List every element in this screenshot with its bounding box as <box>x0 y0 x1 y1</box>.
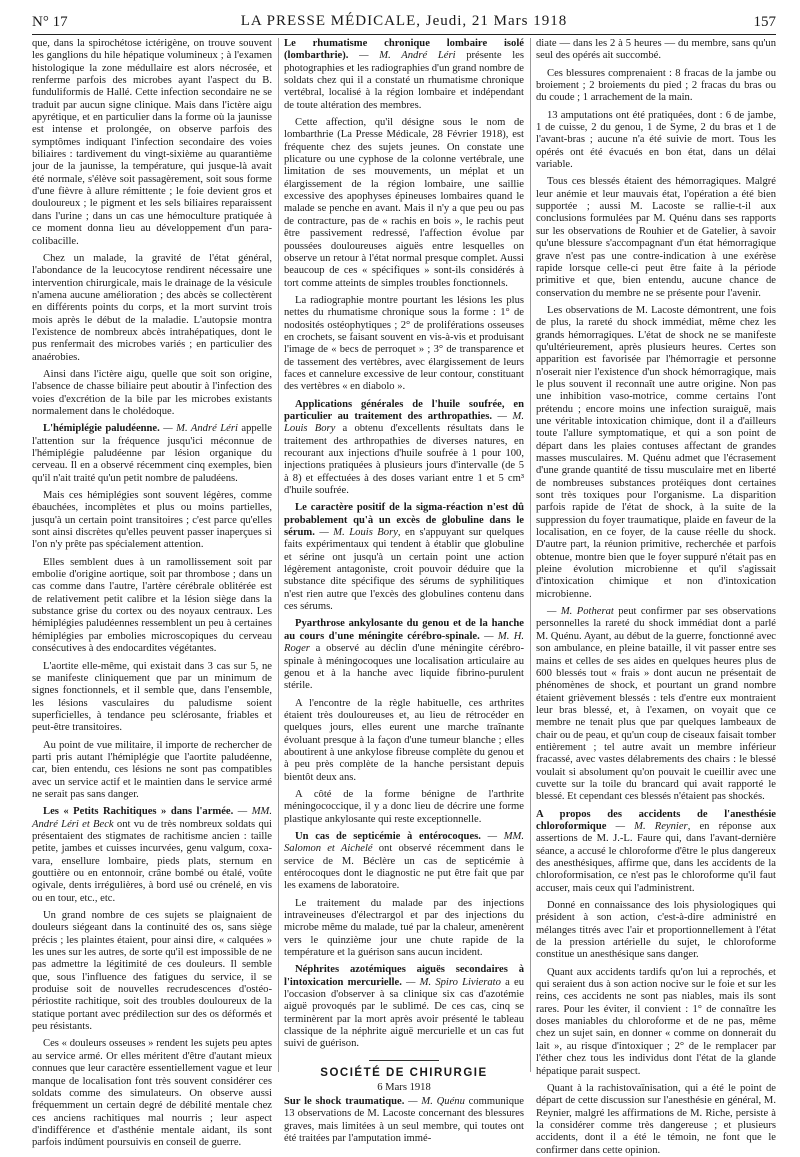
paragraph <box>284 399 524 498</box>
journal-title: LA PRESSE MÉDICALE, Jeudi, 21 Mars 1918 <box>240 13 568 29</box>
paragraph <box>284 831 524 893</box>
paragraph-text: Tous ces blessés étaient des hémorragiques. Malgré leur anémie et leur mauvais état, l'opération a été bien supportée ; aussi M. Lacoste se rallie-t-il aux conclusions formulées par M. Quénu dans ses rapports sur les observations de Rouhier et de Gatelier, à savoir qu'une blessure s'accompagnant d'un état hémorragique grave n'est pas une contre-indication à une exérèse rapide lorsque celle-ci peut être faite à la période primitive et que, bien entendu, aucune chance de conservation du membre ne se présente pour l'avenir. <box>536 176 776 299</box>
paragraph <box>32 38 272 248</box>
column-divider <box>530 38 531 1072</box>
paragraph <box>536 900 776 962</box>
paragraph-text: ont vu de très nombreux soldats qui présentaient des stigmates de rachitisme ancien : taille petite, jambes et cuisses incurvées, genu valgum, coxa-vara, ensellure lombaire, pieds plats, sternum en gouttière ou en entonnoir, crâne bombé ou étalé, voûte ogivale, dents irrégulières, à bord usé ou crénelé, en vis ou en tour, etc., etc. <box>32 818 272 904</box>
paragraph-text: appelle l'attention sur la fréquence jusqu'ici méconnue de l'hémiplégie paludéenne par lésion organique du cerveau. Il en a observé récemment cinq exemples, bien qu'il n'ait traité qu'un petit nombre de paludéens. <box>32 423 272 484</box>
paragraph <box>32 253 272 364</box>
column-left <box>32 38 273 1149</box>
paragraph-text: La radiographie montre pourtant les lésions les plus nettes du rhumatisme chronique sous la forme : 1° de nodosités ostéophytiques ; 2° de proliférations osseuses en crochets, se faisant souvent en vis-à-vis et produisant l'image de « becs de perroquet » ; 3° de transparence et de tassement des vertèbres, avec élargissement de leurs faces et cannelure excessive de leur contour, constituant des vertèbres « en diabolo ». <box>284 294 524 393</box>
paragraph <box>284 502 524 613</box>
paragraph <box>32 490 272 552</box>
article-author: — MM. Salomon et Aichelé <box>284 830 525 855</box>
column-middle <box>284 38 525 1144</box>
paragraph-text: peut confirmer par ses observations personnelles la rareté du shock immédiat dont a parlé M. Quénu. Ayant, au début de la guerre, fonctionné avec son ambulance, en pleine bataille, il vit passer entre ses mains et celles de ses aides en quelques heures plus de 600 blessés tout « frais » dont aucun ne présentait de phénomènes de shock, et pourtant un grand nombre étaient grièvement blessés : tels d'entre eux montraient leur bras blessé, et, à l'examen, on voyait que ce membre ne tenait plus que par quelques lambeaux de chair ou de peau, et qu'un coup de ciseaux faisait tomber entièrement ; tel autre avait un membre inférieur fracassé, avec vastes délabrements des chairs : le blessé voulait si absolument qu'on pouvait le cueillir avec une cuvette sur la toile du brancard qui avait rapporté le blessé. Et cependant ces blessés n'étaient pas shockés. <box>536 606 776 803</box>
article-author: — M. André Léri <box>348 50 456 62</box>
paragraph <box>536 809 776 895</box>
page-number: 157 <box>753 14 776 30</box>
paragraph <box>284 1096 524 1145</box>
article-title: Applications générales de l'huile soufrée, en particulier au traitement des arthropathies. <box>284 398 524 422</box>
paragraph <box>284 698 524 784</box>
paragraph <box>32 910 272 1033</box>
paragraph-text: , en réponse aux assertions de M. J.-L. Faure qui, dans l'avant-dernière séance, a accusé le chloroforme d'être le plus dangereux des anesthésiques, affirme que, dans les accidents de la chloroformisation, ce n'est pas le chloroforme qu'il faut accuser, mais ceux qui l'administrent. <box>536 820 776 894</box>
article-title: Néphrites azotémiques aiguës secondaires à l'intoxication mercurielle. <box>284 964 524 988</box>
paragraph-text: Un grand nombre de ces sujets se plaignaient de douleurs siégeant dans la continuité des os, sans siège précis ; les plaintes étaient, pour ainsi dire, « calquées » les unes sur les autres, de sorte qu'il est impossible de ne pas admettre la légitimité de ces douleurs. Il semble que, sous l'influence des fatigues du service, il se produise soit de nouvelles recrudescences d'ostéo-périostite rachitique, soit des troubles douloureux de la statique portant avec prédilection sur des os déformés et peu résistants. <box>32 910 272 1033</box>
paragraph-text: a observé au déclin d'une méningite cérébro-spinale à méningocoques une localisation articulaire au genou et à la hanche avec liquide fibrino-purulent stérile. <box>284 643 524 692</box>
paragraph-text: que, dans la spirochétose ictérigène, on trouve souvent les ganglions du hile hépatique volumineux ; à l'examen histologique la zone médullaire est alors nécrosée, et renferme parfois des microbes ayant l'aspect du B. funduliformis de Hallé. Cette infection secondaire ne se traduit par aucun signe clinique. Mais dans l'ictère aigu apyrétique, et en particulier dans la forme où la jaunisse est intense et prolongée, on observe parfois des symptômes indiquant l'infection secondaire des voies biliaires : tardivement du vingt-sixième au quarantième jour de la jaunisse, la température, qui jusque-là avait été normale, s'élève soit passagèrement, soit sous forme d'une fièvre à allure rémittente ; le foie devient gros et douloureux ; le pigment et les sels biliaires reparaissent dans l'urine ; dans un cas une hémoculture pratiquée à ce moment donna lieu au développement d'un para-colibacille. <box>32 38 272 247</box>
paragraph-text: a eu l'occasion d'observer à sa clinique six cas d'azotémie aiguë provoqués par le sublimé. De ces cas, cinq se terminèrent par la mort après avoir présenté le tableau classique de la néphrite aiguë mercurielle et un cas fut suivi de guérison. <box>284 976 525 1050</box>
paragraph <box>284 117 524 290</box>
article-author: — MM. André Léri et Beck <box>32 806 273 830</box>
paragraph <box>536 68 776 105</box>
article-title: Un cas de septicémie à entérocoques. <box>295 830 481 842</box>
paragraph <box>32 369 272 418</box>
paragraph <box>32 661 272 735</box>
paragraph-text: Les observations de M. Lacoste démontrent, une fois de plus, la rareté du shock immédiat, même chez les grands hémorragiques. L'état de shock ne se manifeste qu'ultérieurement, après plusieurs heures. Certes son apparition est favorisée par l'hémorragie et personne n'oserait nier l'existence d'un shock hémorragique, mais le plus souvent il reconnaît une autre origine. Non pas une inhibition vaso-motrice, comme certains l'ont prétendu ; encore moins une infection suraiguë, mais une véritable intoxication chimique, dont il a d'ailleurs toute l'allure symptomatique, et qui a son point de départ dans les plaies contuses affectant de grandes masses musculaires. M. Quénu admet que l'écrasement d'une grande quantité de tissu musculaire met en liberté de nombreuses substances protéiques dont certaines sont très toxiques pour l'organisme. La disparition parfois rapide de l'état de shock, à la suite de la suppression du foyer traumatique, plaide en faveur de la localisation, en ce foyer, de la cause réelle du shock. D'autre part, la réunion primitive, recherchée et parfois obtenue, montre bien que le foyer suppuré n'était pas en pleine évolution microbienne et qu'il s'agissait d'intoxication chimique et non d'intoxication microbienne. <box>536 304 776 600</box>
page-header <box>32 10 776 35</box>
column-right <box>536 38 776 1156</box>
paragraph-text: 13 amputations ont été pratiquées, dont : 6 de jambe, 1 de cuisse, 2 du genou, 1 de Syme, 2 du bras et 1 de l'avant-bras ; aucune n'a été suivie de mort. Tous les opérés ont été évacués en bon état, dans un délai variable. <box>536 109 776 171</box>
paragraph-text: Donné en connaissance des lois physiologiques qui président à son action, c'est-à-dire administré en mélanges titrés avec l'air et proportionnellement à l'état de la pression artérielle du sujet, le chloroforme constitue un anesthésique sans danger. <box>536 900 776 961</box>
paragraph <box>284 964 524 1050</box>
paragraph-text: Quant à la rachistovaïnisation, qui a été le point de départ de cette discussion sur l'anesthésie en général, M. Reynier, malgré les affirmations de M. Riche, persiste à la considérer comme très dangereuse ; et plusieurs accidents, dont il a été le témoin, ne font que le confirmer dans cette opinion. <box>536 1082 776 1156</box>
paragraph <box>32 557 272 656</box>
paragraph <box>32 423 272 485</box>
paragraph <box>536 176 776 299</box>
paragraph-text: A l'encontre de la règle habituelle, ces arthrites étaient très douloureuses et, au lieu de rétrocéder en quelques jours, elles eurent une marche traînante évoluant presque à la façon d'une tumeur blanche ; elles aboutirent à une ankylose fibreuse complète du genou et à peu près complète de la hanche persistant depuis bientôt deux ans. <box>284 697 524 783</box>
paragraph-text: diate — dans les 2 à 5 heures — du membre, sans qu'un seul des opérés ait succombé. <box>536 38 776 62</box>
article-author: — M. André Léri <box>159 423 238 435</box>
paragraph <box>284 618 524 692</box>
paragraph-text: Le traitement du malade par des injections intraveineuses d'électrargol et par des injections du microbe même du malade, tué par la chaleur, amenèrent vers le quinzième jour une chute rapide de la température et la guérison sans aucun incident. <box>284 897 524 959</box>
paragraph-text: présente les photographies et les radiographies d'un grand nombre de soldats chez qui il a constaté un rhumatisme chronique vertébral, localisé à la région lombaire et indépendant de toute altération des membres. <box>284 50 524 111</box>
article-author: — M. Potherat <box>547 606 614 618</box>
paragraph-text: , en s'appuyant sur quelques faits expérimentaux qui tendent à établir que globuline et sérine ont jusqu'à un certain point une action légèrement antagoniste, croit pouvoir déduire que la substance dite spécifique des sérums de syphilitiques n'est rien autre que l'excès des globulines contenu dans ces sérums. <box>284 527 524 613</box>
session-date: 6 Mars 1918 <box>377 1081 431 1093</box>
society-name: SOCIÉTÉ DE CHIRURGIE <box>320 1066 488 1079</box>
paragraph-text: A côté de la forme bénigne de l'arthrite méningococcique, il y a donc lieu de décrire une forme plastique ankylosante qui reste exceptionnelle. <box>284 788 524 825</box>
article-title: L'hémiplégie paludéenne. <box>43 423 160 435</box>
article-title: Le rhumatisme chronique lombaire isolé (lombarthrie). <box>284 38 524 62</box>
paragraph <box>536 606 776 804</box>
paragraph <box>32 1038 272 1149</box>
article-title: Les « Petits Rachitiques » dans l'armée. <box>43 806 234 818</box>
paragraph <box>536 110 776 172</box>
paragraph <box>284 789 524 826</box>
article-author: — M. Louis Bory <box>284 410 524 435</box>
society-heading <box>284 1060 524 1093</box>
paragraph-text: Quant aux accidents tardifs qu'on lui a reprochés, et qui seraient dus à son action nocive sur le foie et sur les reins, ces accidents ne sont pas niables, mais ils sont rares. Pour les éviter, il convient : 1° de connaître les doses maniables du chloroforme et de ne pas, même chez un sujet sain, en donner « comme on donnerait du lait », au risque d'intoxiquer ; 2° de le remplacer par l'éther chez tous les individus dont l'état de la glande hépatique parait suspect. <box>536 966 776 1077</box>
paragraph <box>284 295 524 394</box>
paragraph <box>32 806 272 905</box>
paragraph <box>536 1083 776 1157</box>
newspaper-page <box>32 10 776 1156</box>
paragraph-text: ont observé récemment dans le service de M. Béclère un cas de septicémie à entérocoques dont le diagnostic ne put être fait que par les examens de laboratoire. <box>284 843 524 892</box>
article-author: — M. Reynier <box>606 820 688 832</box>
text-columns <box>32 38 776 1156</box>
article-title: Sur le shock traumatique. <box>284 1095 405 1107</box>
issue-number: N° 17 <box>32 14 68 30</box>
paragraph <box>32 740 272 802</box>
paragraph <box>536 305 776 601</box>
article-title: A propos des accidents de l'anesthésie chloroformique <box>536 808 776 832</box>
paragraph-text: Chez un malade, la gravité de l'état général, l'abondance de la leucocytose rendirent nécessaire une intervention chirurgicale, mais le drainage de la vésicule n'amena aucune amélioration ; des abcès se collectèrent en différents points du corps, et la mort survint trois mois après le début de la maladie. L'autopsie montra l'existence de nombreux abcès intrahépatiques, dont le pus renfermait des microbes variés ; en particulier des anaérobies. <box>32 252 272 363</box>
article-author: — M. Louis Bory <box>314 527 398 539</box>
paragraph <box>284 898 524 960</box>
paragraph-text: Mais ces hémiplégies sont souvent légères, comme ébauchées, incomplètes et plus ou moins partielles, jusqu'à un certain point transitoires ; c'est parce qu'elles sont ainsi discrètes qu'elles peuvent passer inaperçues si l'on n'y prête pas spécialement attention. <box>32 490 272 551</box>
paragraph-text: Elles semblent dues à un ramollissement soit par embolie d'origine aortique, soit par thrombose ; dans un cas comme dans l'autre, l'artère cérébrale oblitérée est de relativement petit calibre et la lésion siège dans la substance grise du cortex ou des noyaux centraux. Les hémiplégies paludéennes ressemblent un peu à certaines hémiplégies par embolies microscopiques du cerveau consécutives à des endocardites végétantes. <box>32 556 272 655</box>
article-author: — M. Quénu <box>404 1095 465 1107</box>
paragraph-text: communique 13 observations de M. Lacoste concernant des blessures graves, mais limitées à un seul membre, qui toutes ont été traitées par l'amputation immé- <box>284 1095 524 1144</box>
paragraph-text: Ainsi dans l'ictère aigu, quelle que soit son origine, l'absence de chasse biliaire peut aboutir à l'infection des voies d'excrétion de la bile par les microbes existants normalement dans le cholédoque. <box>32 368 272 417</box>
section-rule <box>369 1060 439 1061</box>
paragraph-text: a obtenu d'excellents résultats dans le traitement des arthropathies de diverses natures, en recourant aux injections d'huile soufrée à 1 pour 100, injections pratiquées à plusieurs jours d'intervalle (de 5 à 8) et effectuées à des doses variant entre 1 et 5 cm³ d'huile soufrée. <box>284 423 524 497</box>
paragraph-text: L'aortite elle-même, qui existait dans 3 cas sur 5, ne se manifeste cliniquement que par un minimum de signes fonctionnels, et il semble que, dans l'ensemble, les lésions vasculaires du paludisme soient superficielles, à tendance peu sclérosante, friables et peut-être transitoires. <box>32 660 272 734</box>
paragraph-text: Ces blessures comprenaient : 8 fracas de la jambe ou broiement ; 2 broiements du pied ; 2 fracas du bras ou du coude ; 1 arrachement de la main. <box>536 67 776 104</box>
article-author: — M. Spiro Livierato <box>401 976 501 988</box>
article-author: — M. H. Roger <box>284 630 524 655</box>
paragraph-text: Ces « douleurs osseuses » rendent les sujets peu aptes au service armé. Or elles méritent d'être d'autant mieux connues que leur caractère essentiellement vague et leur manque de localisation font très souvent considérer ces soldats comme des simulateurs. On observe aussi fréquemment un certain degré de débilité mentale chez ces anciens rachitiques mal nourris ; leur aspect d'indifférence et d'asthénie mentale aidant, ils sont parfois indûment poursuivis en conseil de guerre. <box>32 1038 272 1149</box>
paragraph <box>284 38 524 112</box>
paragraph-text: Au point de vue militaire, il importe de rechercher de parti pris autant l'hémiplégie que l'aortite paludéenne, car, bien entendu, ces lésions ne sont pas compatibles avec un service actif et le maintien dans le service armé ne serait pas sans danger. <box>32 739 272 800</box>
article-title: Pyarthrose ankylosante du genou et de la hanche au cours d'une méningite cérébro-spinale. <box>284 618 524 642</box>
column-divider <box>278 38 279 1072</box>
article-title: Le caractère positif de la sigma-réaction n'est dû probablement qu'à un excès de globuline dans le sérum. <box>284 502 524 539</box>
paragraph-text: Cette affection, qu'il désigne sous le nom de lombarthrie (La Presse Médicale, 28 Février 1918), est fréquente chez des sujets jeunes. On constate une plicature ou une cyphose de la colonne vertébrale, une limitation de ses mouvements, un méplat et un élargissement de la région lombaire, une saillie excessive des apophyses épineuses lombaires quand le malade se penche en avant. Mais il n'y a que peu ou pas de contracture, pas de « rachis en bois », le rachis peut être passivement redressé, l'affection évolue par poussées douloureuses aiguës entre lesquelles on observe un retour à l'état normal presque complet. Aussi beaucoup de ces « spécifiques » sont-ils considérés à tort comme atteints de simples troubles fonctionnels. <box>284 117 524 289</box>
paragraph <box>536 38 776 63</box>
paragraph <box>536 967 776 1078</box>
